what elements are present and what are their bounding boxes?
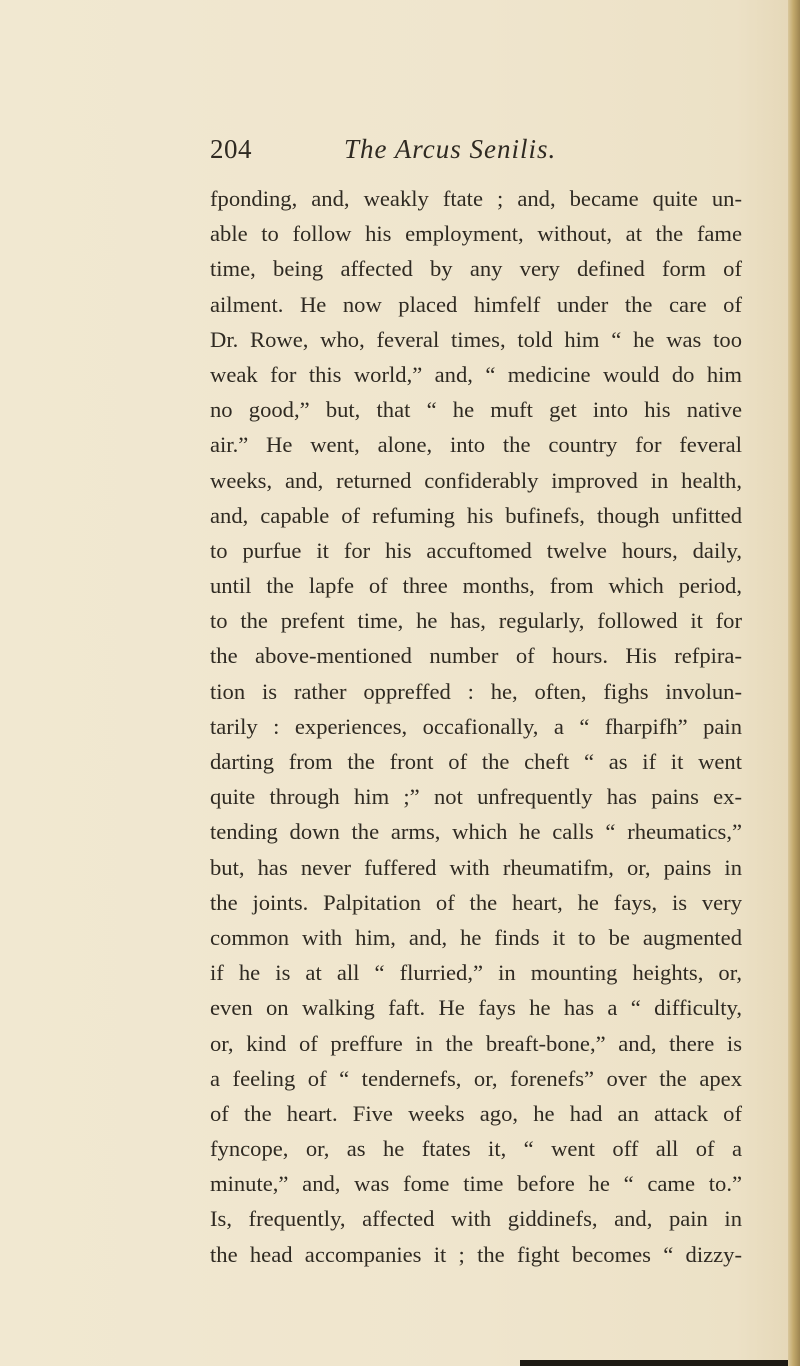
text-line: a feeling of “ tendernefs, or, forenefs” over the apex bbox=[210, 1065, 742, 1091]
text-line: Dr. Rowe, who, feveral times, told him “ he was too bbox=[210, 326, 742, 352]
bottom-shadow-bar bbox=[520, 1360, 788, 1366]
text-line: to the prefent time, he has, regularly, followed it for bbox=[210, 608, 742, 634]
text-line: able to follow his employment, without, at the fame bbox=[210, 221, 742, 247]
text-line: until the lapfe of three months, from which period, bbox=[210, 573, 742, 599]
body-text bbox=[210, 181, 742, 1272]
text-line: weak for this world,” and, “ medicine would do him bbox=[210, 361, 742, 387]
text-line: tion is rather oppreffed : he, often, fighs involun- bbox=[210, 678, 742, 704]
text-line: ailment. He now placed himfelf under the care of bbox=[210, 291, 742, 317]
text-line: darting from the front of the cheft “ as if it went bbox=[210, 749, 742, 774]
page-number: 204 bbox=[210, 134, 252, 164]
page-edge bbox=[788, 0, 800, 1366]
text-line: quite through him ;” not unfrequently has pains ex- bbox=[210, 784, 742, 810]
text-line: fyncope, or, as he ftates it, “ went off all of a bbox=[210, 1136, 742, 1162]
text-line: tending down the arms, which he calls “ rheumatics,” bbox=[210, 819, 742, 845]
text-line: if he is at all “ flurried,” in mounting heights, or, bbox=[210, 960, 742, 986]
text-line: minute,” and, was fome time before he “ came to.” bbox=[210, 1171, 742, 1197]
text-line: of the heart. Five weeks ago, he had an attack of bbox=[210, 1100, 742, 1126]
text-line: Is, frequently, affected with giddinefs, and, pain in bbox=[210, 1206, 742, 1232]
text-line: the head accompanies it ; the fight becomes “ dizzy- bbox=[210, 1241, 742, 1267]
text-line: fponding, and, weakly ftate ; and, became quite un- bbox=[210, 186, 742, 211]
text-line: weeks, and, returned confiderably improved in health, bbox=[210, 467, 742, 493]
text-line: common with him, and, he finds it to be augmented bbox=[210, 924, 742, 950]
text-line: air.” He went, alone, into the country for feveral bbox=[210, 432, 742, 458]
page-header bbox=[210, 134, 730, 174]
text-line: the above-mentioned number of hours. His refpira- bbox=[210, 643, 742, 669]
text-line: but, has never fuffered with rheumatifm, or, pains in bbox=[210, 854, 742, 880]
text-line: and, capable of refuming his bufinefs, though unfitted bbox=[210, 502, 742, 528]
text-line: to purfue it for his accuftomed twelve hours, daily, bbox=[210, 537, 742, 563]
text-line: time, being affected by any very defined form of bbox=[210, 256, 742, 282]
text-line: even on walking faft. He fays he has a “ difficulty, bbox=[210, 995, 742, 1021]
text-line: no good,” but, that “ he muft get into his native bbox=[210, 397, 742, 423]
running-head: The Arcus Senilis. bbox=[344, 134, 557, 164]
text-line: or, kind of preffure in the breaft-bone,” and, there is bbox=[210, 1030, 742, 1056]
text-line: the joints. Palpitation of the heart, he fays, is very bbox=[210, 889, 742, 915]
text-line: tarily : experiences, occafionally, a “ fharpifh” pain bbox=[210, 713, 742, 739]
